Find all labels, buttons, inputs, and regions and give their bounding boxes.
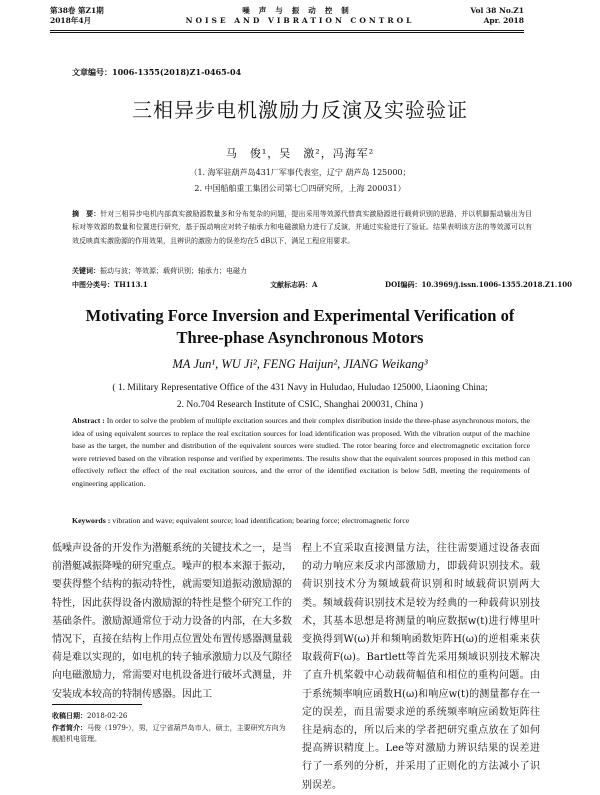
en-authors: MA Jun¹, WU Ji², FENG Haijun², JIANG Weikang³ <box>172 357 428 371</box>
en-abstract-text: In order to solve the problem of multiple excitation sources and their complex distribution inside the three-phase asynchronous motors, the idea of using equivalent sources to replace the real excitation sources for load identification was proposed. With the vibration output of the machine base as the target, the number and distribution of the equivalent sources were studied. The rotor bearing force and electromagnetic excitation force were retrieved based on the vibration response and verified by experiments. The results show that the equivalent sources proposed in this method can effectively reflect the effect of the real excitation sources, and the error of the identified excitation is below 5dB, meeting the requirements of engineering application. <box>72 416 530 488</box>
en-keywords-text: vibration and wave; equivalent source; load identification; bearing force; electromagnetic force <box>110 516 410 525</box>
author-bio <box>52 722 292 745</box>
en-title-line2: Three-phase Asynchronous Motors <box>176 328 424 347</box>
body-column-right: 程上不宜采取直接测量方法，往往需要通过设备表面的动力响应来反求内部激励力，即载荷识别技术。载荷识别技术分为频域载荷识别和时域载荷识别两大类。频域载荷识别技术是较为经典的一种载荷识别技术，其基本思想是将测量的响应数据w(t)进行傅里叶变换得到W(ω)并和频响函数矩阵H(ω)的逆相乘来获取载荷F(ω)。Bartlett等首先采用频域识别技术解决了直升机桨毂中心动载荷幅值和相位的重构问题。由于系统频率响应函数H(ω)和响应w(t)的测量都存在一定的误差，而且需要求逆的系统频率响应函数矩阵往往是病态的，所以后来的学者把研究重点放在了如何提高辨识精度上。Lee等对激励力辨识结果的误差进行了一系列的分析，并采用了正则化的方法减小了识别误差。 <box>302 543 540 791</box>
footnote-rule <box>52 704 142 705</box>
footnote <box>52 710 292 745</box>
en-keywords-label: Keywords : <box>72 516 111 525</box>
cn-abstract <box>72 207 532 248</box>
en-affiliations <box>0 380 600 414</box>
cn-abstract-text: 针对三相异步电机内部真实激励源数量多和分布复杂的问题，提出采用等效源代替真实激励源进行载荷识别的思路，并以机脚振动输出为目标对等效源的数量和位置进行研究，基于振动响应对转子轴承力和电磁激励力进行了反演，并通过实验进行了验证。结果表明该方法的等效源可以有效反映真实激励源的作用效果，且辨识的激励力的误差均在5 dB以下，满足工程应用要求。 <box>72 210 532 245</box>
header-rule-top <box>50 30 524 31</box>
doi-code: DOI编码：10.3969/j.issn.1006-1355.2018.Z1.100 <box>385 280 572 289</box>
en-abstract-label: Abstract : <box>72 416 105 425</box>
cn-authors: 马 俊¹，吴 激²，冯海军² <box>225 147 375 160</box>
received-date <box>52 710 292 722</box>
cn-keywords-label: 关键词： <box>72 266 100 275</box>
en-title <box>0 305 600 349</box>
en-keywords <box>72 516 409 525</box>
cn-keywords-text: 振动与波；等效源；载荷识别；轴承力；电磁力 <box>100 267 247 275</box>
journal-date: 2018年4月 <box>50 16 92 25</box>
header-rule-bottom <box>50 32 524 33</box>
journal-volume: 第38卷 第Z1期 <box>50 6 104 15</box>
article-number: 文章编号：1006-1355(2018)Z1-0465-04 <box>72 67 242 77</box>
cn-abstract-label: 摘 要： <box>72 209 101 218</box>
journal-volume-en: Vol 38 No.Z1 <box>470 6 524 15</box>
cn-keywords <box>72 266 247 276</box>
author-bio-label: 作者简介： <box>52 723 87 732</box>
en-title-line1: Motivating Force Inversion and Experimental Verification of <box>85 306 515 325</box>
cn-title: 三相异步电机激励力反演及实验验证 <box>132 98 468 122</box>
cn-affiliations <box>0 165 600 197</box>
received-label: 收稿日期： <box>52 711 87 720</box>
en-affil-2: 2. No.704 Research Institute of CSIC, Shanghai 200031, China ) <box>176 400 424 410</box>
journal-name-en: NOISE AND VIBRATION CONTROL <box>185 16 415 25</box>
header-right <box>470 6 524 26</box>
en-affil-1: ( 1. Military Representative Office of the 431 Navy in Huludao, Huludao 125000, Liaoning China; <box>112 383 488 393</box>
document-code: 文献标志码：A <box>270 280 318 289</box>
author-bio-text: 马俊（1979-），男，辽宁省葫芦岛市人，硕士，主要研究方向为舰船机电管理。 <box>52 724 286 743</box>
journal-name-cn: 噪声与振动控制 <box>242 6 358 15</box>
journal-date-en: Apr. 2018 <box>483 16 524 25</box>
en-abstract <box>72 415 530 490</box>
cn-affil-1: （1. 海军驻葫芦岛431厂军事代表室，辽宁 葫芦岛 125000； <box>189 168 411 177</box>
received-value: 2018-02-26 <box>87 712 128 720</box>
body-column-left: 低噪声设备的开发作为潜艇系统的关键技术之一，是当前潜艇减振降噪的研究重点。噪声的根本来源于振动，要获得整个结构的振动特性，就需要知道振动激励源的特性，因此获得设备内激励源的特性是整个研究工作的基础条件。激励源通常位于动力设备的内部，在大多数情况下，直接在结构上作用点位置处布置传感器测量载荷是难以实现的，如电机的转子轴承激励力以及气隙径向电磁激励力，常需要对电机设备进行破坏式测量，并安装成本较高的特制传感器。因此工 <box>52 543 292 700</box>
cn-affil-2: 2. 中国船舶重工集团公司第七〇四研究所，上海 200031） <box>194 184 406 193</box>
clc-number: 中图分类号：TH113.1 <box>72 280 148 289</box>
